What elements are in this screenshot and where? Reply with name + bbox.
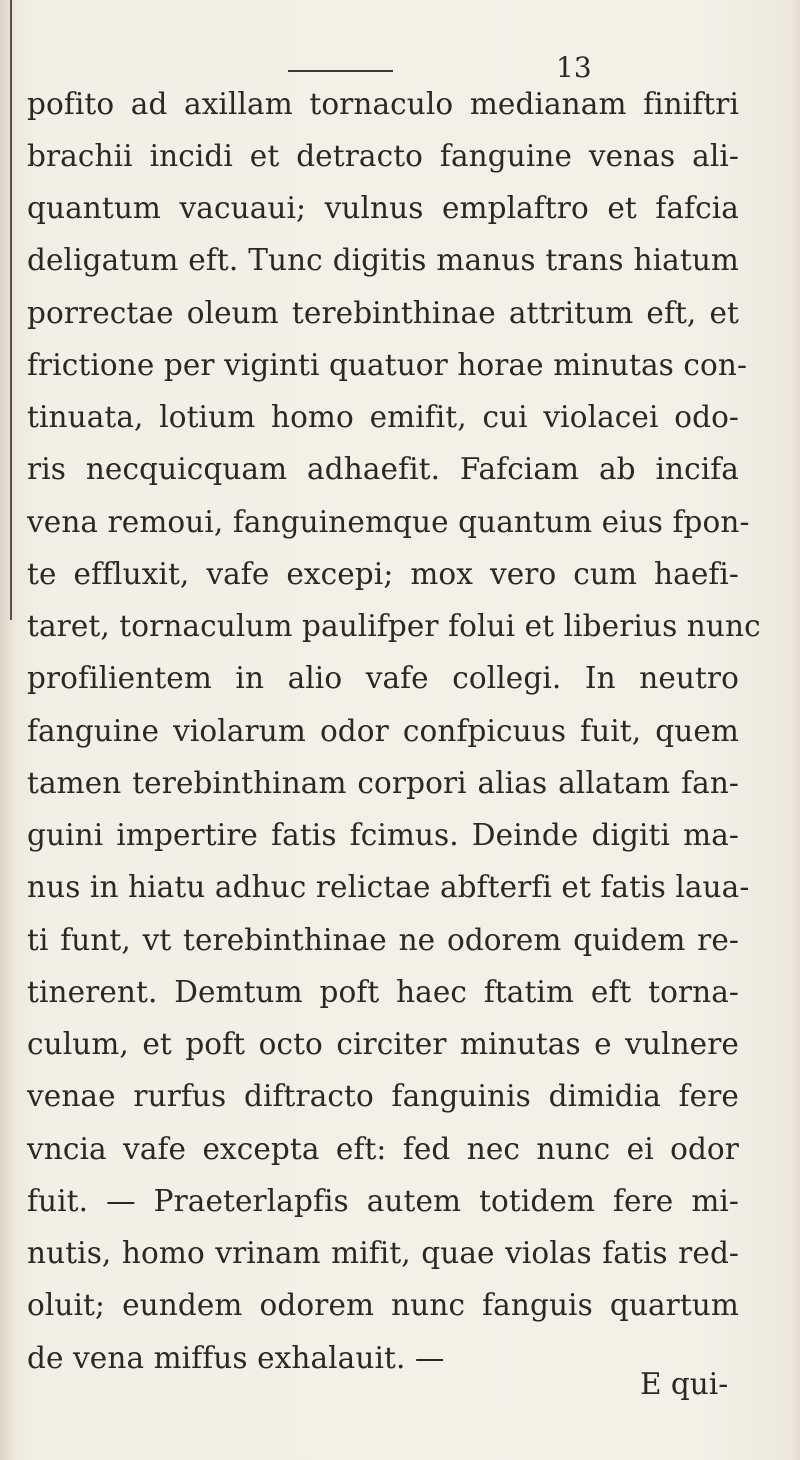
text-line: tamen terebinthinam corpori alias allatam fan- — [27, 766, 739, 800]
text-line: brachii incidi et detracto fanguine venas ali- — [27, 139, 739, 173]
text-line: profilientem in alio vafe collegi. In neutro — [27, 661, 739, 695]
text-line: taret, tornaculum paulifper folui et liberius nunc — [27, 609, 761, 643]
text-line: tinerent. Demtum poft haec ftatim eft torna- — [27, 975, 739, 1009]
text-line: guini impertire fatis fcimus. Deinde digiti ma- — [27, 818, 739, 852]
text-line: pofito ad axillam tornaculo medianam finiftri — [27, 87, 739, 121]
text-line: culum, et poft octo circiter minutas e vulnere — [27, 1027, 739, 1061]
text-line: tinuata, lotium homo emifit, cui violacei odo- — [27, 400, 739, 434]
text-line: fuit. — Praeterlapfis autem totidem fere mi- — [27, 1184, 739, 1218]
text-line: nutis, homo vrinam mifit, quae violas fatis red- — [27, 1236, 739, 1270]
text-line: quantum vacuaui; vulnus emplaftro et fafcia — [27, 191, 739, 225]
header-rule — [288, 70, 393, 72]
text-line: ti funt, vt terebinthinae ne odorem quidem re- — [27, 923, 739, 957]
text-line: deligatum eft. Tunc digitis manus trans hiatum — [27, 243, 739, 277]
text-line: oluit; eundem odorem nunc fanguis quartum — [27, 1288, 739, 1322]
text-line: porrectae oleum terebinthinae attritum eft, et — [27, 296, 739, 330]
page-number: 13 — [556, 51, 592, 84]
text-line-last: de vena miffus exhalauit. — — [27, 1341, 445, 1375]
text-line: fanguine violarum odor confpicuus fuit, quem — [27, 714, 739, 748]
text-line: vncia vafe excepta eft: fed nec nunc ei odor — [27, 1132, 739, 1166]
text-line: ris necquicquam adhaefit. Fafciam ab incifa — [27, 452, 739, 486]
text-line: te effluxit, vafe excepi; mox vero cum haefi- — [27, 557, 739, 591]
binding-edge-line — [10, 0, 12, 620]
catchword: E qui- — [640, 1367, 729, 1401]
page-right-edge — [792, 0, 800, 1460]
text-line: frictione per viginti quatuor horae minutas con- — [27, 348, 748, 382]
text-line: nus in hiatu adhuc relictae abfterfi et fatis laua- — [27, 870, 750, 904]
text-line: vena remoui, fanguinemque quantum eius fpon- — [27, 505, 750, 539]
text-line: venae rurfus diftracto fanguinis dimidia fere — [27, 1079, 739, 1113]
